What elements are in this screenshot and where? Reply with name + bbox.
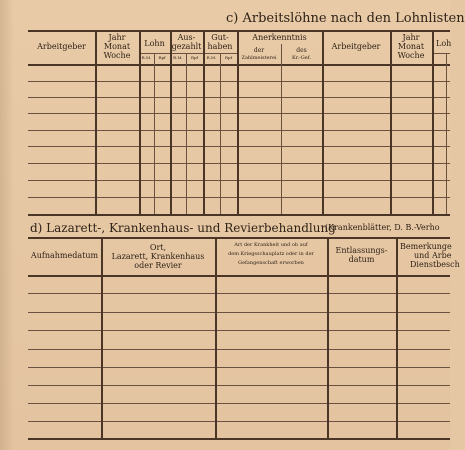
paper-fold-shadow [0,0,14,450]
header-lohn: Lohn [144,39,165,48]
section-d-top-rule [28,237,450,239]
header-gut: Gut- [211,33,229,42]
currency-rpf: Rpf [224,55,233,60]
header-der: der [253,47,265,54]
header-dienstbeschaedigung: Dienstbesch [410,260,460,269]
section-c-title: c) Arbeitslöhne nach den Lohnlisten [226,11,465,26]
col-divider [322,30,324,214]
header-jahr-2: Jahr [402,33,420,42]
col-divider-sub [154,53,155,214]
section-d-title: d) Lazarett-, Krankenhaus- und Revierbehandlung [30,221,336,235]
header-aus: Aus- [177,33,196,42]
row-rule [28,403,450,404]
header-zahlmeisterei: Zahlmeisterei [241,55,277,61]
col-divider-sub [220,53,221,214]
section-d-title-suffix: (Krankenblätter, D. B.-Verho [325,223,440,232]
header-entlassungs: Entlassungs- [335,246,388,255]
currency-rm: R.M. [141,55,152,60]
header-aufnahmedatum: Aufnahmedatum [30,251,99,260]
row-rule [28,349,450,350]
header-arbeitgeber-2: Arbeitgeber [331,42,381,51]
header-des: des [296,47,307,54]
header-art-3: Gefangenschaft erworben [238,260,304,266]
header-ort: Ort, [149,243,167,252]
header-gezahlt: gezahlt [171,42,202,51]
row-rule [28,130,450,131]
currency-subheader-rule-right [432,53,450,54]
currency-rm: R.M. [206,55,217,60]
header-woche-2: Woche [397,51,425,60]
section-d-bottom-rule [28,438,450,440]
row-rule [28,312,450,313]
row-rule [28,113,450,114]
header-monat: Monat [103,42,131,51]
header-datum: datum [348,255,375,264]
header-anerkenntnis: Anerkenntnis [252,33,307,42]
currency-rm: R.M. [173,55,183,60]
header-art-2: dem Kriegsschauplatz oder in der [228,251,314,257]
header-kr-gef: Kr.-Gef. [291,55,312,61]
row-rule [28,330,450,331]
row-rule [28,81,450,82]
row-rule [28,293,450,294]
header-art-1: Art der Krankheit und ob auf [234,242,308,248]
header-monat-2: Monat [397,42,425,51]
section-c-header-bottom-rule [28,64,450,66]
header-jahr: Jahr [108,33,126,42]
row-rule [28,180,450,181]
row-rule [28,97,450,98]
col-divider-sub [281,44,282,214]
currency-rpf: Rpf [190,55,199,60]
header-lazarett: Lazarett, Krankenhaus [111,252,205,261]
row-rule [28,367,450,368]
row-rule [28,385,450,386]
section-c-top-rule [28,30,450,32]
header-lohn-2: Loh [436,39,452,48]
col-divider-sub [446,53,447,214]
header-arbeitgeber: Arbeitgeber [37,42,86,51]
col-divider-sub [186,53,187,214]
row-rule [28,421,450,422]
header-und-arbeit: und Arbe [414,251,452,260]
col-divider [396,237,398,438]
row-rule [28,146,450,147]
col-divider [327,237,329,438]
col-divider [215,237,217,438]
section-d-header-bottom-rule [28,275,450,277]
header-bemerkungen: Bemerkunge [400,242,452,251]
currency-rpf: Rpf [158,55,166,60]
row-rule [28,163,450,164]
header-oder-revier: oder Revier [134,261,182,270]
col-divider [432,30,434,214]
row-rule [28,197,450,198]
header-haben: haben [207,42,233,51]
header-woche: Woche [103,51,131,60]
section-c-bottom-rule [28,214,450,216]
